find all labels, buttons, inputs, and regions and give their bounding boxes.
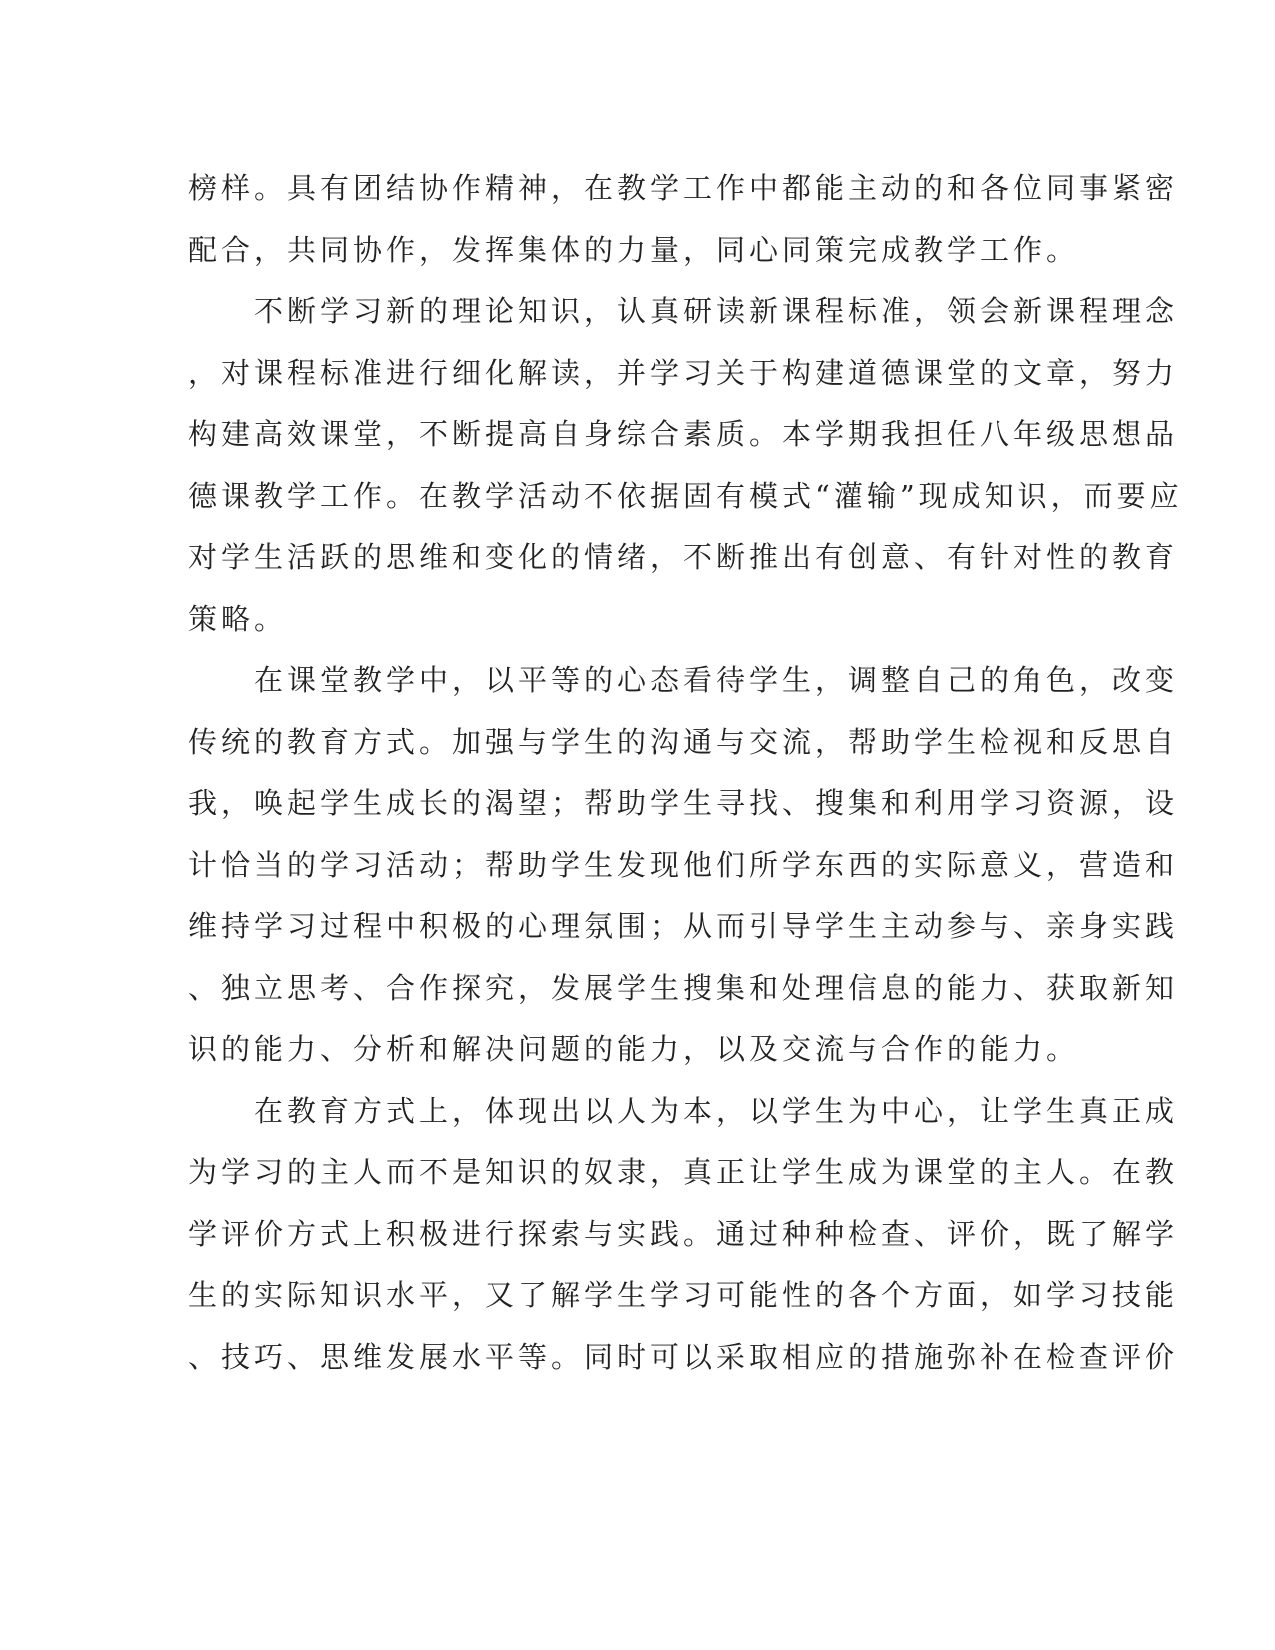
text-line: 配合，共同协作，发挥集体的力量，同心同策完成教学工作。 — [188, 232, 1080, 267]
text-line: 、技巧、思维发展水平等。同时可以采取相应的措施弥补在检查评价 — [188, 1339, 1179, 1374]
text-line: 生的实际知识水平，又了解学生学习可能性的各个方面，如学习技能 — [188, 1278, 1179, 1312]
text-line: 在课堂教学中，以平等的心态看待学生，调整自己的角色，改变 — [188, 663, 1179, 697]
text-line: 榜样。具有团结协作精神，在教学工作中都能主动的和各位同事紧密 — [188, 171, 1179, 205]
text-line: 构建高效课堂，不断提高自身综合素质。本学期我担任八年级思想品 — [188, 417, 1179, 451]
text-line: 传统的教育方式。加强与学生的沟通与交流，帮助学生检视和反思自 — [188, 724, 1179, 759]
text-line: 在教育方式上，体现出以人为本，以学生为中心，让学生真正成 — [188, 1093, 1179, 1128]
text-line: 策略。 — [188, 601, 288, 636]
text-line: 计恰当的学习活动；帮助学生发现他们所学东西的实际意义，营造和 — [188, 847, 1179, 882]
text-line: 不断学习新的理论知识，认真研读新课程标准，领会新课程理念 — [188, 294, 1179, 328]
text-line: 对学生活跃的思维和变化的情绪，不断推出有创意、有针对性的教育 — [188, 540, 1179, 574]
text-line: 德课教学工作。在教学活动不依据固有模式“灌输”现成知识，而要应 — [188, 478, 1183, 513]
text-line: ，对课程标准进行细化解读，并学习关于构建道德课堂的文章，努力 — [188, 355, 1179, 390]
text-line: 我，唤起学生成长的渴望；帮助学生寻找、搜集和利用学习资源，设 — [188, 786, 1179, 820]
text-line: 识的能力、分析和解决问题的能力，以及交流与合作的能力。 — [188, 1032, 1080, 1066]
text-line: 为学习的主人而不是知识的奴隶，真正让学生成为课堂的主人。在教 — [188, 1155, 1179, 1189]
text-line: 学评价方式上积极进行探索与实践。通过种种检查、评价，既了解学 — [188, 1216, 1179, 1251]
text-line: 维持学习过程中积极的心理氛围；从而引导学生主动参与、亲身实践 — [188, 909, 1179, 943]
text-line: 、独立思考、合作探究，发展学生搜集和处理信息的能力、获取新知 — [188, 970, 1179, 1005]
body-text — [188, 158, 1183, 1388]
